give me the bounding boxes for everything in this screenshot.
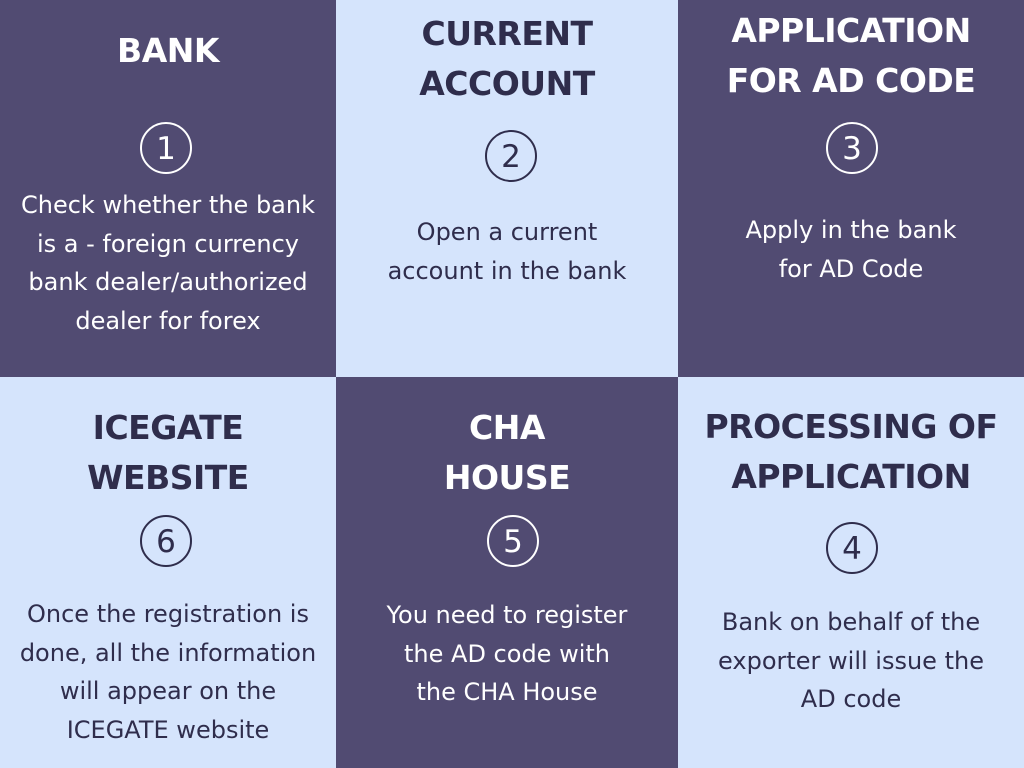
step-2-title: CURRENT ACCOUNT [419,14,595,103]
step-6-title: ICEGATE WEBSITE [87,408,249,497]
step-5-tile [336,377,678,768]
step-5-title: CHA HOUSE [443,408,571,497]
step-3-number-badge: 3 [826,122,878,174]
step-1-title: BANK [117,31,219,70]
step-4-title: PROCESSING OF APPLICATION [704,407,998,496]
step-5-description: You need to register the AD code with the CHA House [386,601,628,706]
step-5-number-badge: 5 [487,515,539,567]
step-6-tile [0,377,336,768]
step-6-number-badge: 6 [140,515,192,567]
step-2-tile [336,0,678,377]
step-3-title: APPLICATION FOR AD CODE [726,11,976,100]
step-4-number-badge: 4 [826,522,878,574]
step-4-tile [678,377,1024,768]
step-3-tile [678,0,1024,377]
step-4-description: Bank on behalf of the exporter will issue the AD code [718,608,984,713]
step-1-number-badge: 1 [140,122,192,174]
step-3-description: Apply in the bank for AD Code [745,216,957,283]
step-1-description: Check whether the bank is a - foreign currency bank dealer/authorized dealer for forex [20,191,315,335]
step-2-description: Open a current account in the bank [387,218,627,285]
step-6-description: Once the registration is done, all the information will appear on the ICEGATE website [19,600,317,744]
step-2-number-badge: 2 [485,130,537,182]
step-1-tile [0,0,336,377]
